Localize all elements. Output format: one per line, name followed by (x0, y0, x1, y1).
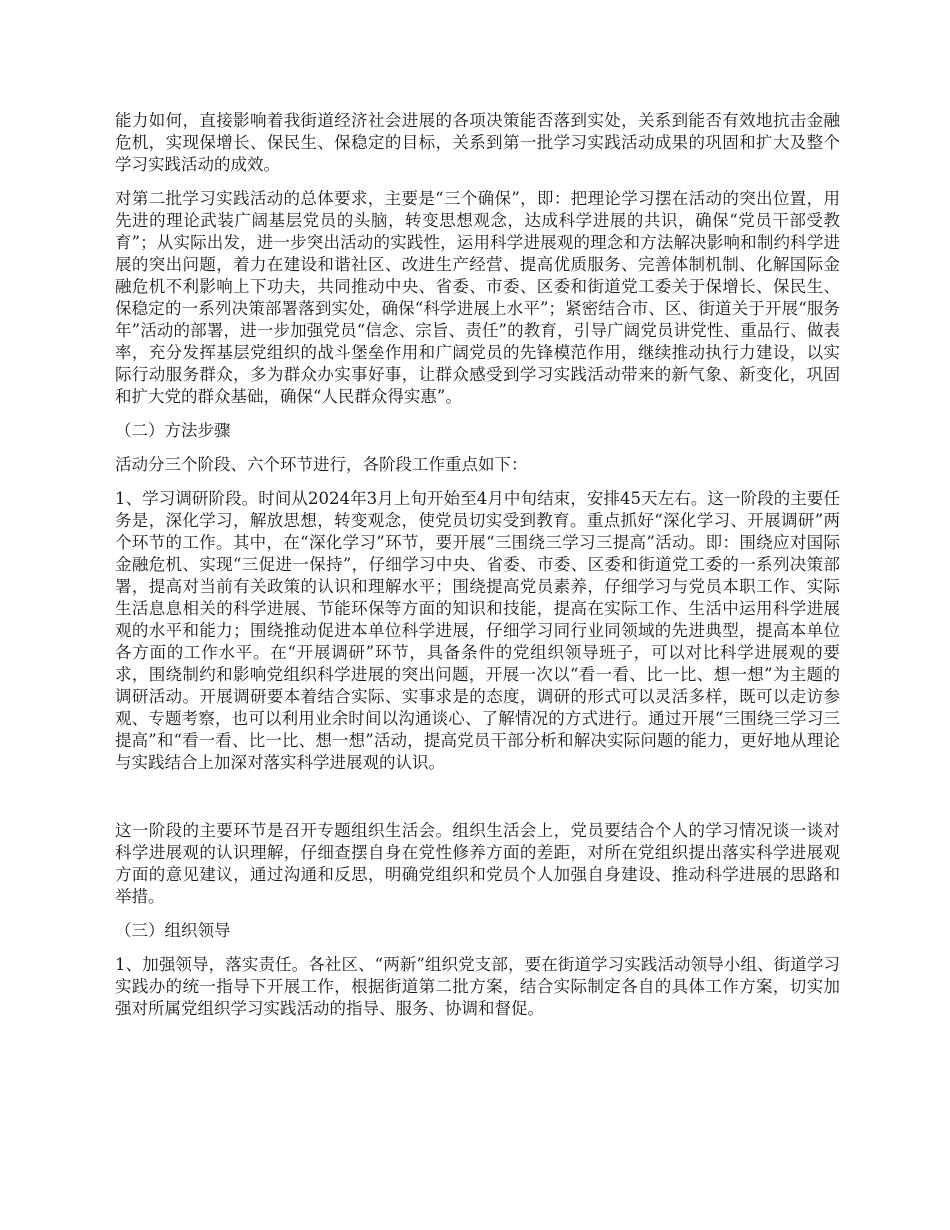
paragraph-study-research-stage: 1、学习调研阶段。时间从2024年3月上旬开始至4月中旬结束，安排45天左右。这一阶段的主要任务是，深化学习，解放思想，转变观念，使党员切实受到教育。重点抓好“深化学习、开展调研”两个环节的工作。其中，在“深化学习”环节，要开展“三围绕三学习三提高”活动。即：围绕应对国际金融危机、实现“三促进一保持”，仔细学习中央、省委、市委、区委和街道党工委的一系列决策部署，提高对当前有关政策的认识和理解水平；围绕提高党员素养，仔细学习与党员本职工作、实际生活息息相关的科学进展、节能环保等方面的知识和技能，提高在实际工作、生活中运用科学进展观的水平和能力；围绕推动促进本单位科学进展，仔细学习同行业同领域的先进典型，提高本单位各方面的工作水平。在“开展调研”环节，具备条件的党组织领导班子，可以对比科学进展观的要求，围绕制约和影响党组织科学进展的突出问题，开展一次以“看一看、比一比、想一想”为主题的调研活动。开展调研要本着结合实际、实事求是的态度，调研的形式可以灵活多样，既可以走访参观、专题考察，也可以利用业余时间以沟通谈心、了解情况的方式进行。通过开展“三围绕三学习三提高”和“看一看、比一比、想一想”活动，提高党员干部分析和解决实际问题的能力，更好地从理论与实践结合上加深对落实科学进展观的认识。 (115, 489, 840, 772)
paragraph-strengthen-leadership: 1、加强领导，落实责任。各社区、“两新”组织党支部，要在街道学习实践活动领导小组、街道学习实践办的统一指导下开展工作，根据街道第二批方案，结合实际制定各自的具体工作方案，切实加强对所属党组织学习实践活动的指导、服务、协调和督促。 (115, 955, 840, 1018)
paragraph-stages-overview: 活动分三个阶段、六个环节进行，各阶段工作重点如下： (115, 455, 528, 474)
blank-spacer (115, 786, 840, 820)
document-page (115, 110, 840, 1032)
section-heading-methods: （二）方法步骤 (115, 421, 231, 440)
section-heading-leadership: （三）组织领导 (115, 921, 231, 940)
paragraph-organization-meeting: 这一阶段的主要环节是召开专题组织生活会。组织生活会上，党员要结合个人的学习情况谈一谈对科学进展观的认识理解，仔细查摆自身在党性修养方面的差距，对所在党组织提出落实科学进展观方面的意见建议，通过沟通和反思，明确党组织和党员个人加强自身建设、推动科学进展的思路和举措。 (115, 821, 840, 906)
paragraph-intro: 能力如何，直接影响着我街道经济社会进展的各项决策能否落到实处，关系到能否有效地抗击金融危机，实现保增长、保民生、保稳定的目标，关系到第一批学习实践活动成果的巩固和扩大及整个学习实践活动的成效。 (115, 111, 840, 174)
paragraph-general-requirements: 对第二批学习实践活动的总体要求，主要是“三个确保”，即：把理论学习摆在活动的突出位置，用先进的理论武装广阔基层党员的头脑，转变思想观念，达成科学进展的共识，确保“党员干部受教育”；从实际出发，进一步突出活动的实践性，运用科学进展观的理念和方法解决影响和制约科学进展的突出问题，着力在建设和谐社区、改进生产经营、提高优质服务、完善体制机制、化解国际金融危机不利影响上下功夫，共同推动中央、省委、市委、区委和街道党工委关于保增长、保民生、保稳定的一系列决策部署落到实处，确保“科学进展上水平”；紧密结合市、区、街道关于开展“服务年”活动的部署，进一步加强党员“信念、宗旨、责任”的教育，引导广阔党员讲党性、重品行、做表率，充分发挥基层党组织的战斗堡垒作用和广阔党员的先锋模范作用，继续推动执行力建设，以实际行动服务群众，多为群众办实事好事，让群众感受到学习实践活动带来的新气象、新变化，巩固和扩大党的群众基础，确保“人民群众得实惠”。 (115, 189, 840, 406)
